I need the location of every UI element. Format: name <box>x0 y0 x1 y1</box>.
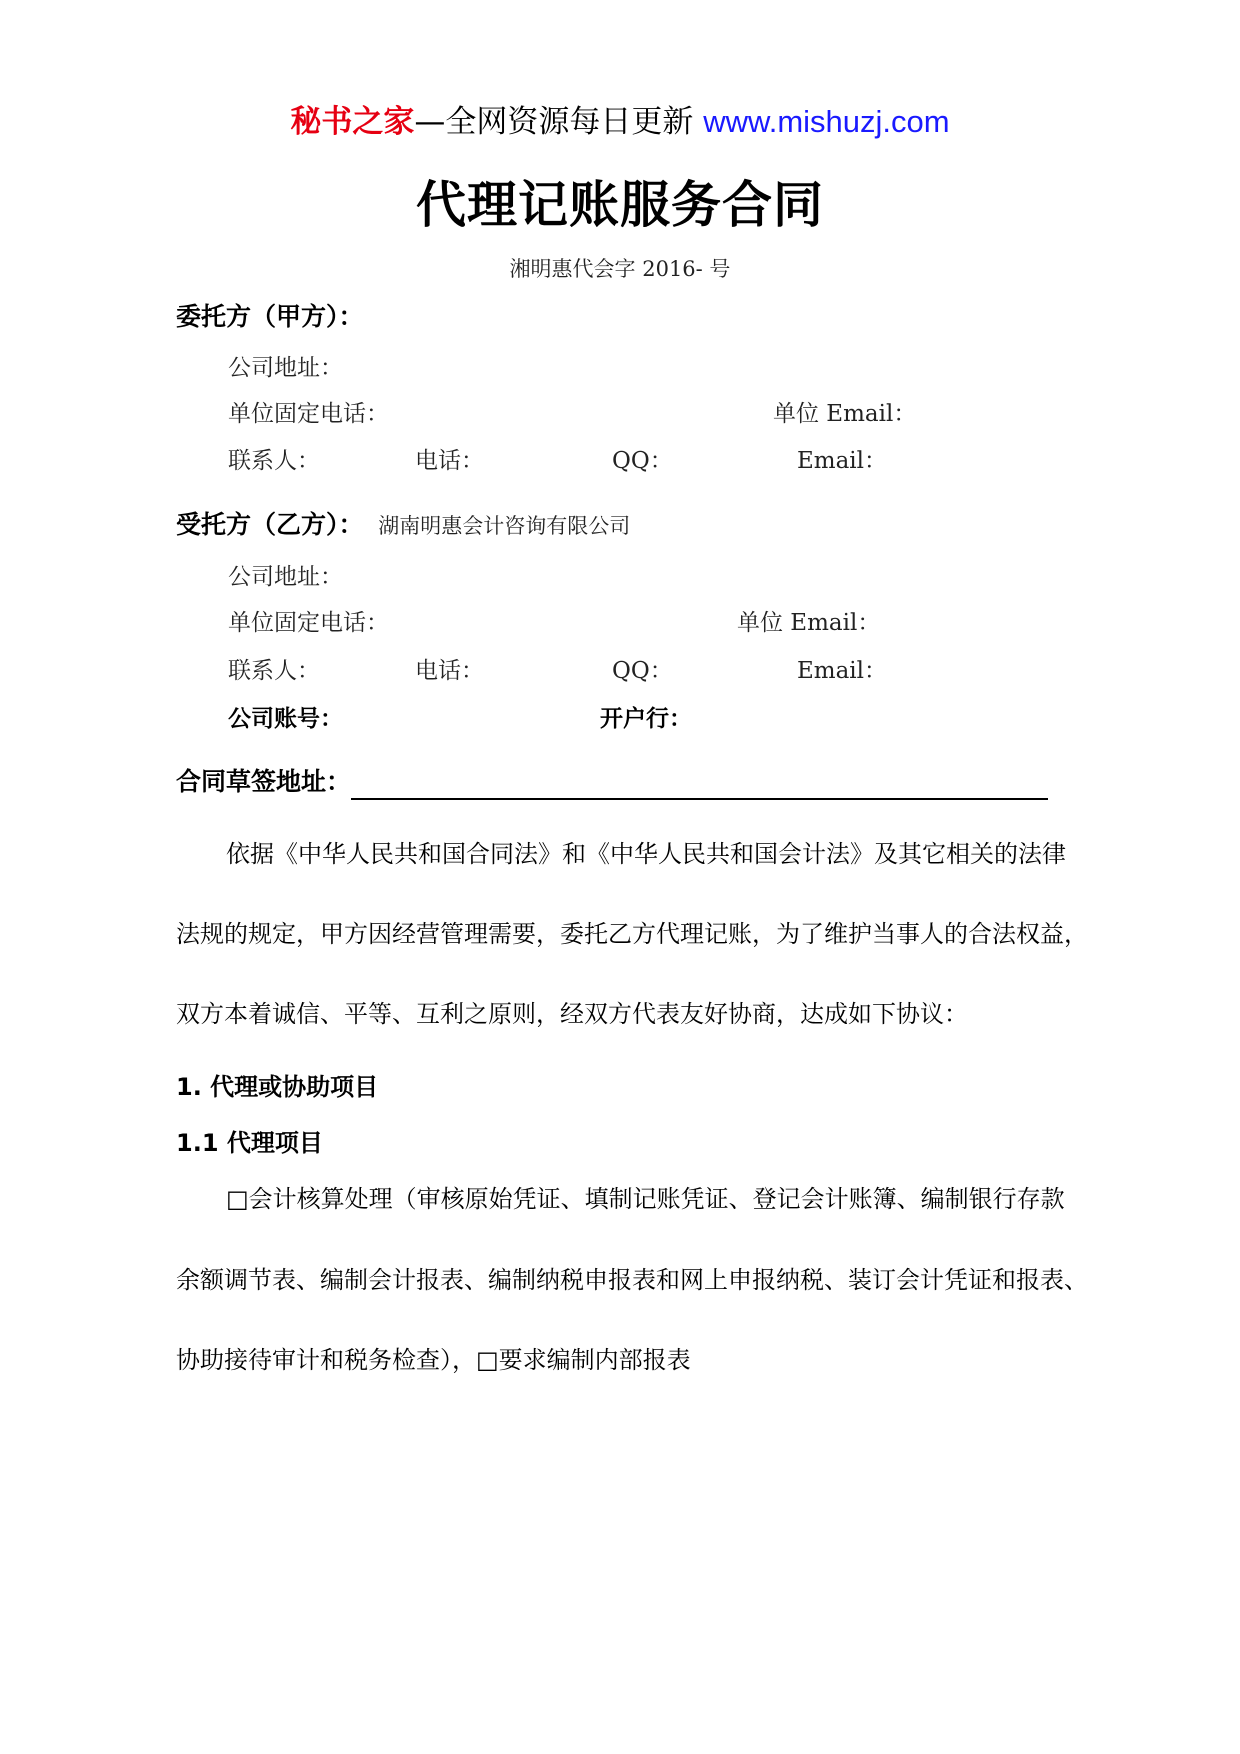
banner-tagline: —全网资源每日更新 <box>414 104 694 140</box>
section-1-heading: 1. 代理或协助项目 <box>176 1073 379 1101</box>
party-a-email-label: 单位 Email： <box>773 401 917 427</box>
party-b-heading <box>176 508 630 543</box>
party-b-email-label: 单位 Email： <box>737 610 881 636</box>
party-b-address-label: 公司地址： <box>228 564 343 590</box>
party-a-phone-label: 单位固定电话： <box>228 401 389 427</box>
party-b-phone-label: 单位固定电话： <box>228 610 389 636</box>
sign-place-label: 合同草签地址： <box>176 767 352 796</box>
party-b-tel-label: 电话： <box>415 658 484 684</box>
document-number: 湘明惠代会字 2016- 号 <box>509 257 731 281</box>
party-b-heading-label: 受托方（乙方）： <box>176 510 364 539</box>
section-1-item-line-1: □会计核算处理（审核原始凭证、填制记账凭证、登记会计账簿、编制银行存款 <box>226 1185 1065 1213</box>
party-a-address-label: 公司地址： <box>228 355 343 381</box>
banner-url-link[interactable]: www.mishuzj.com <box>703 104 950 139</box>
party-b-bank-label: 开户行： <box>600 706 692 732</box>
site-banner <box>0 100 1240 144</box>
party-b-qq-label: QQ： <box>612 658 673 684</box>
section-1-item-line-2: 余额调节表、编制会计报表、编制纳税申报表和网上申报纳税、装订会计凭证和报表、 <box>176 1266 1088 1294</box>
intro-line-1: 依据《中华人民共和国合同法》和《中华人民共和国会计法》及其它相关的法律 <box>226 840 1066 868</box>
party-a-tel-label: 电话： <box>415 448 484 474</box>
party-b-company-name: 湖南明惠会计咨询有限公司 <box>378 514 631 538</box>
intro-line-3: 双方本着诚信、平等、互利之原则，经双方代表友好协商，达成如下协议： <box>176 1000 968 1028</box>
party-a-heading: 委托方（甲方）： <box>176 302 364 331</box>
contract-title: 代理记账服务合同 <box>416 176 824 234</box>
section-1-1-heading: 1.1 代理项目 <box>176 1129 323 1157</box>
party-a-contact-label: 联系人： <box>228 448 320 474</box>
intro-line-2: 法规的规定，甲方因经营管理需要，委托乙方代理记账，为了维护当事人的合法权益， <box>176 920 1088 948</box>
party-a-qq-label: QQ： <box>612 448 673 474</box>
party-a-contact-email-label: Email： <box>797 448 888 474</box>
party-b-contact-label: 联系人： <box>228 658 320 684</box>
banner-brand: 秘书之家 <box>290 104 415 140</box>
section-1-item-line-3: 协助接待审计和税务检查），□要求编制内部报表 <box>176 1346 691 1374</box>
sign-place-underline <box>351 798 1048 800</box>
party-b-contact-email-label: Email： <box>797 658 888 684</box>
party-b-account-label: 公司账号： <box>228 706 343 732</box>
